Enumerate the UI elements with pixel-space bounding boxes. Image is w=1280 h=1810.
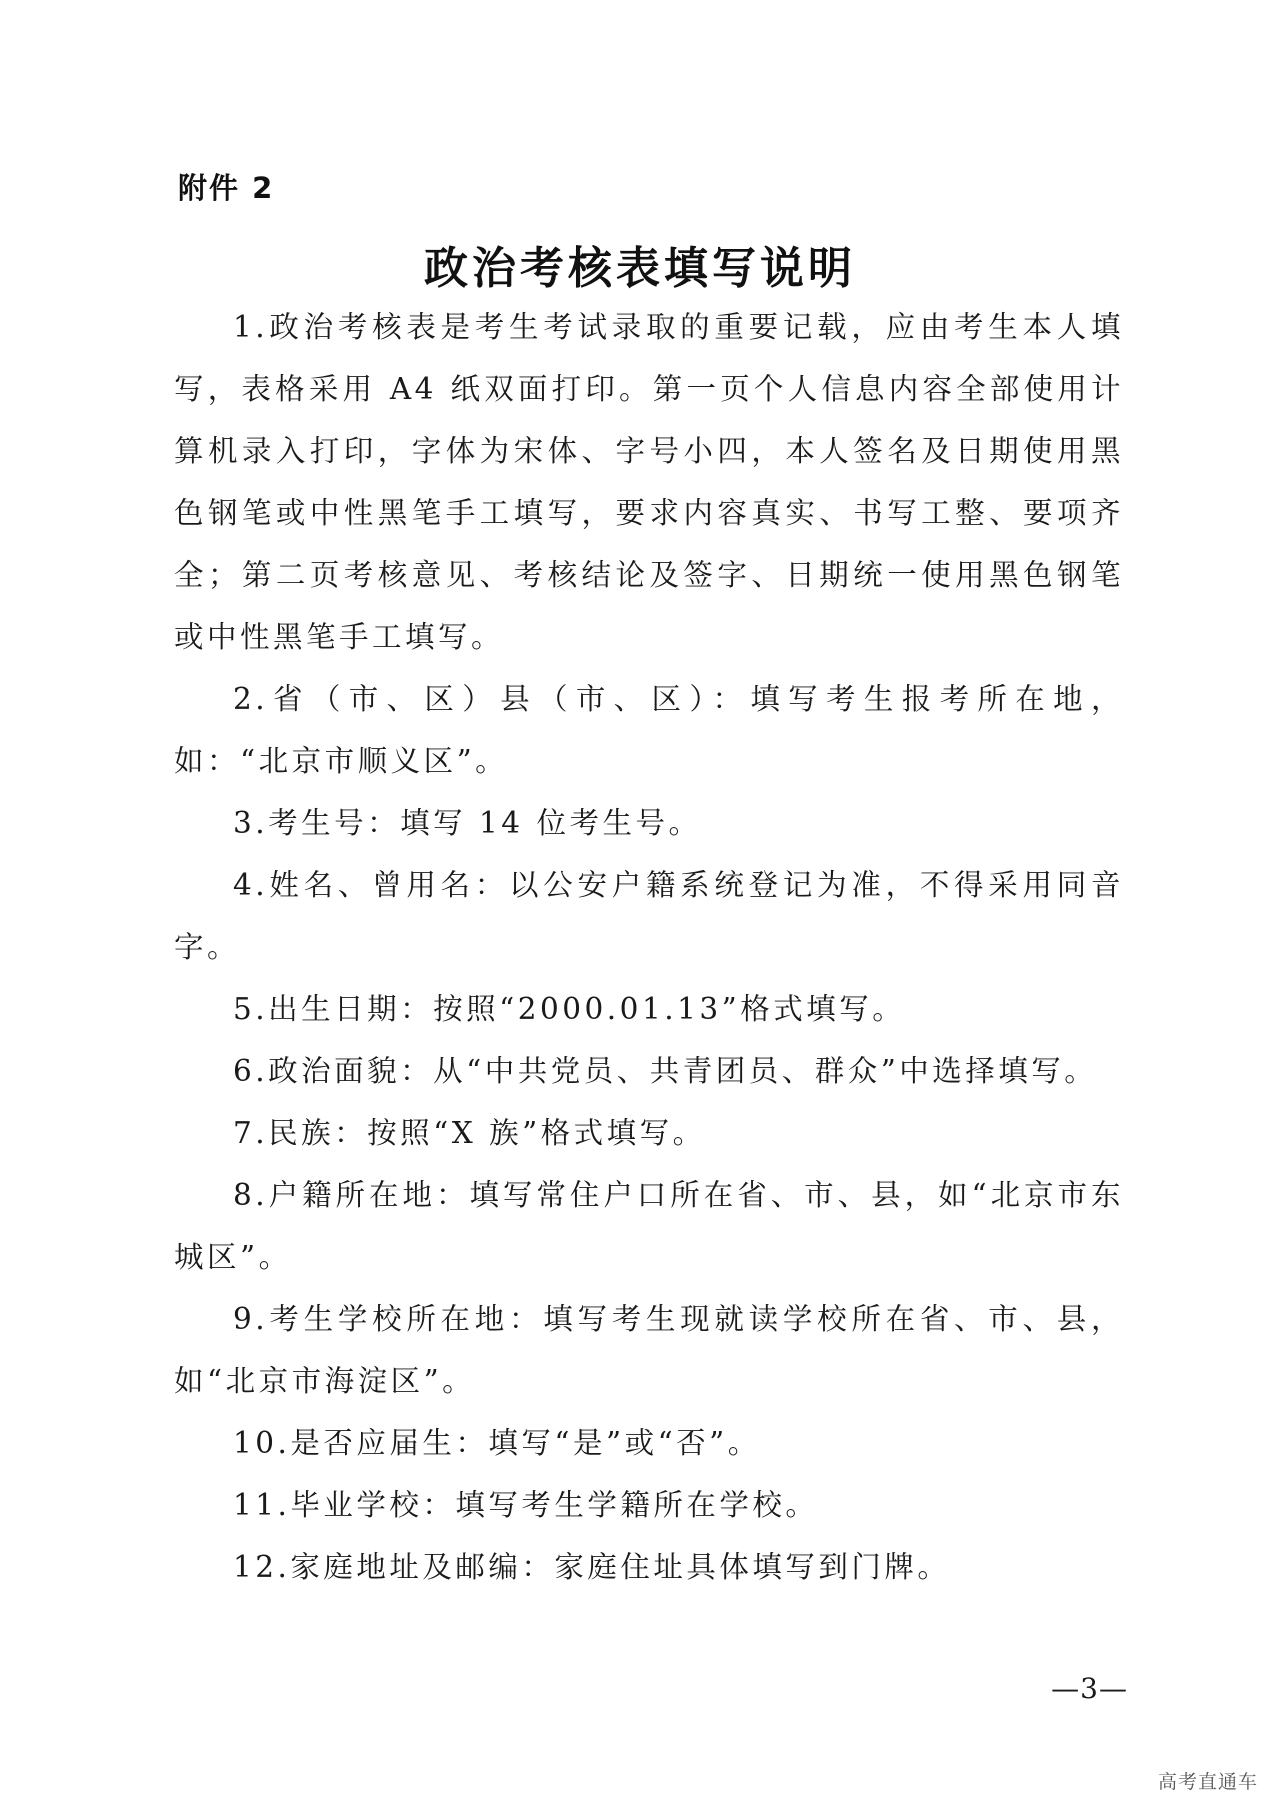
instruction-paragraph-6: 6.政治面貌：从“中共党员、共青团员、群众”中选择填写。 — [233, 1054, 1098, 1088]
instructions-body — [174, 296, 1124, 1598]
instruction-paragraph-12: 12.家庭地址及邮编：家庭住址具体填写到门牌。 — [233, 1550, 951, 1584]
instruction-paragraph-4: 4.姓名、曾用名：以公安户籍系统登记为准，不得采用同音字。 — [174, 868, 1124, 964]
instruction-paragraph-3: 3.考生号：填写 14 位考生号。 — [233, 806, 702, 840]
instruction-paragraph-5: 5.出生日期：按照“2000.01.13”格式填写。 — [233, 992, 906, 1026]
instruction-paragraph-10: 10.是否应届生：填写“是”或“否”。 — [233, 1426, 761, 1460]
instruction-paragraph-8: 8.户籍所在地：填写常住户口所在省、市、县，如“北京市东城区”。 — [174, 1178, 1124, 1274]
instruction-paragraph-2: 2.省（市、区）县（市、区）：填写考生报考所在地，如：“北京市顺义区”。 — [174, 682, 1124, 778]
document-title: 政治考核表填写说明 — [424, 243, 856, 294]
instruction-paragraph-7: 7.民族：按照“X 族”格式填写。 — [233, 1116, 706, 1150]
attachment-label: 附件 2 — [178, 171, 275, 205]
instruction-paragraph-11: 11.毕业学校：填写考生学籍所在学校。 — [233, 1488, 819, 1522]
site-watermark: 高考直通车 — [1157, 1771, 1258, 1793]
instruction-paragraph-1: 1.政治考核表是考生考试录取的重要记载，应由考生本人填写，表格采用 A4 纸双面打印。第一页个人信息内容全部使用计算机录入打印，字体为宋体、字号小四，本人签名及日期使用黑色钢笔或中性黑笔手工填写，要求内容真实、书写工整、要项齐全；第二页考核意见、考核结论及签字、日期统一使用黑色钢笔或中性黑笔手工填写。 — [174, 310, 1124, 654]
instruction-paragraph-9: 9.考生学校所在地：填写考生现就读学校所在省、市、县，如“北京市海淀区”。 — [174, 1302, 1124, 1398]
page-number: —3— — [1051, 1672, 1128, 1705]
